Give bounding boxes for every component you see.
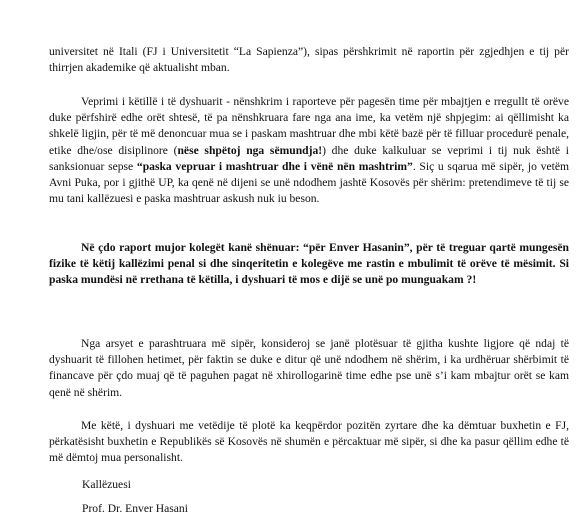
signature-label: Kallëzuesi — [82, 478, 131, 491]
paragraph-text: . Siç u sqarua më sipër, jo vetëm Avni Puka, por i gjithë UP, ka qenë në dijeni se unë ndodhem jashtë Kosovës për shërim: pretendimeve të tij se mu tani kallëzuesi e paska mashtruar askush nuk iu beson. — [49, 159, 569, 206]
paragraph-explanation — [49, 94, 569, 207]
bold-phrase: nëse shpëtoj nga sëmundja! — [177, 143, 323, 157]
paragraph-monthly-report: Në çdo raport mujor kolegët kanë shënuar: “për Enver Hasanin”, për të treguar qartë mungesën fizike të këtij kallëzimi penal si dhe sinqeritetin e kolegëve me rastin e mbulimit të orëve të mësimit. Si paska mundësi në rrethana të këtilla, i dyshuari të mos e dijë se unë po munguakam ?! — [49, 241, 569, 287]
paragraph-conclusion: Nga arsyet e parashtruara më sipër, konsideroj se janë plotësuar të gjitha kushte ligjore që ndaj të dyshuarit të fillohen hetimet, për faktin se duke e ditur që unë ndodhem në shërim, i ka urdhëruar shërbimit të financave për çdo muaj që të paguhen pagat në xhirollogarinë time edhe pse unë s’i kam mbajtur orët se kam qenë në shërim. — [49, 337, 569, 399]
paragraph-continuation: universitet në Itali (FJ i Universitetit “La Sapienza”), sipas përshkrimit në raportin për zgjedhjen e tij për thirrjen akademike që aktualisht mban. — [49, 45, 569, 75]
paragraph-final: Me këtë, i dyshuari me vetëdije të plotë ka keqpërdor pozitën zyrtare dhe ka dëmtuar buxhetin e FJ, përkatësisht buxhetin e Republikës së Kosovës në shumën e përcaktuar më sipër, si dhe ka pasur qëllim edhe të më dëmtoj mua personalisht. — [49, 419, 569, 465]
bold-quote: “paska vepruar i mashtruar dhe i vënë nën mashtrim” — [136, 159, 413, 173]
signature-name: Prof. Dr. Enver Hasani — [82, 502, 188, 515]
paragraph-text: Veprimi i këtillë i të dyshuarit - nënshkrim i raporteve për pagesën time për mbajtjen e rregullt të orëve duke përfshirë edhe orët shtesë, të pa nënshkruara fare nga ana ime, ka vetëm një shpjegim: ai qëllimisht ka shkelë ligjin, për të më denoncuar mua se i paskam mashtruar dhe mbi këtë bazë për të filluar procedurë penale, etike dhe/ose disiplinore ( — [49, 95, 569, 157]
paragraph-text: ) dhe duke kalkuluar se veprimi i tij nuk është i sanksionuar sepse — [49, 143, 569, 173]
